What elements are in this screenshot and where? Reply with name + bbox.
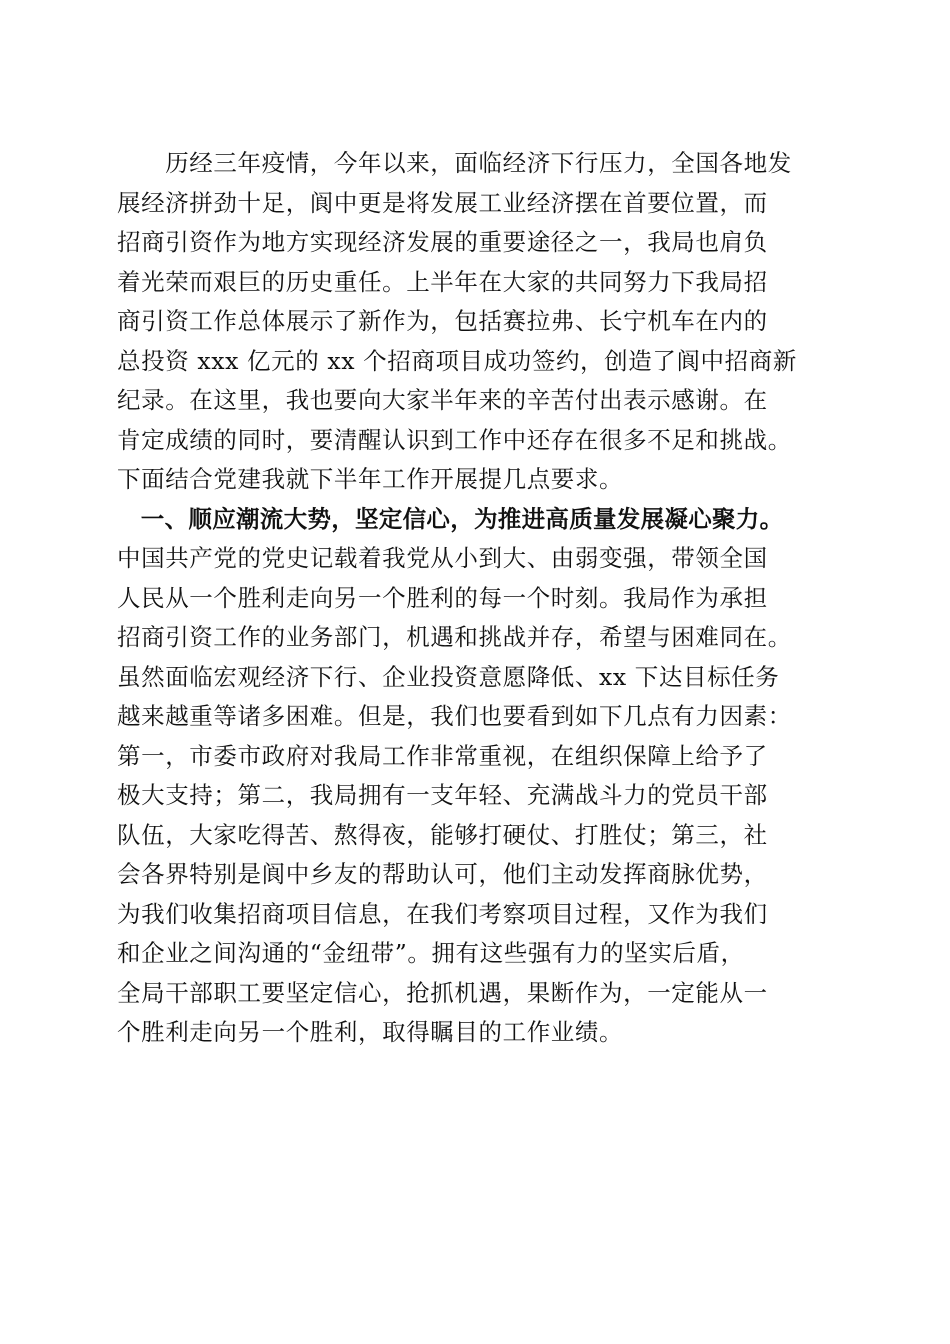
paragraph-line: 下面结合党建我就下半年工作开展提几点要求。 bbox=[117, 465, 624, 493]
paragraph-line: 商引资工作总体展示了新作为，包括赛拉弗、长宁机车在内的 bbox=[117, 307, 768, 335]
paragraph-line: 招商引资工作的业务部门，机遇和挑战并存，希望与困难同在。 bbox=[117, 623, 792, 651]
paragraph-line: 纪录。在这里，我也要向大家半年来的辛苦付出表示感谢。在 bbox=[117, 386, 768, 414]
paragraph-line: 全局干部职工要坚定信心，抢抓机遇，果断作为，一定能从一 bbox=[117, 978, 768, 1007]
paragraph-line: 会各界特别是阆中乡友的帮助认可，他们主动发挥商脉优势， bbox=[117, 860, 768, 888]
paragraph-line: 第一，市委市政府对我局工作非常重视，在组织保障上给予了 bbox=[117, 741, 768, 770]
paragraph-line: 个胜利走向另一个胜利，取得瞩目的工作业绩。 bbox=[117, 1018, 624, 1046]
section1-paragraph bbox=[117, 539, 837, 1053]
paragraph-line: 虽然面临宏观经济下行、企业投资意愿降低、xx 下达目标任务 bbox=[117, 662, 780, 691]
document-body bbox=[117, 144, 837, 1053]
paragraph-line: 为我们收集招商项目信息，在我们考察项目过程，又作为我们 bbox=[117, 899, 768, 928]
intro-paragraph bbox=[117, 144, 837, 500]
paragraph-line: 总投资 xxx 亿元的 xx 个招商项目成功签约，创造了阆中招商新 bbox=[117, 346, 797, 375]
paragraph-line: 和企业之间沟通的“金纽带”。拥有这些强有力的坚实后盾， bbox=[117, 939, 745, 967]
paragraph-line: 招商引资作为地方实现经济发展的重要途径之一，我局也肩负 bbox=[117, 228, 768, 256]
paragraph-line: 肯定成绩的同时，要清醒认识到工作中还存在很多不足和挑战。 bbox=[117, 425, 792, 454]
paragraph-line: 队伍，大家吃得苦、熬得夜，能够打硬仗、打胜仗；第三，社 bbox=[117, 820, 768, 849]
paragraph-line: 越来越重等诸多困难。但是，我们也要看到如下几点有力因素： bbox=[117, 702, 792, 730]
paragraph-line: 历经三年疫情，今年以来，面临经济下行压力，全国各地发 bbox=[117, 149, 792, 177]
paragraph-line: 展经济拼劲十足，阆中更是将发展工业经济摆在首要位置，而 bbox=[117, 188, 768, 217]
paragraph-line: 中国共产党的党史记载着我党从小到大、由弱变强，带领全国 bbox=[117, 544, 768, 572]
paragraph-line: 着光荣而艰巨的历史重任。上半年在大家的共同努力下我局招 bbox=[117, 267, 768, 296]
section-heading: 一、顺应潮流大势，坚定信心，为推进高质量发展凝心聚力。 bbox=[117, 504, 784, 533]
paragraph-line: 极大支持；第二，我局拥有一支年轻、充满战斗力的党员干部 bbox=[117, 781, 768, 809]
paragraph-line: 人民从一个胜利走向另一个胜利的每一个时刻。我局作为承担 bbox=[117, 583, 768, 612]
